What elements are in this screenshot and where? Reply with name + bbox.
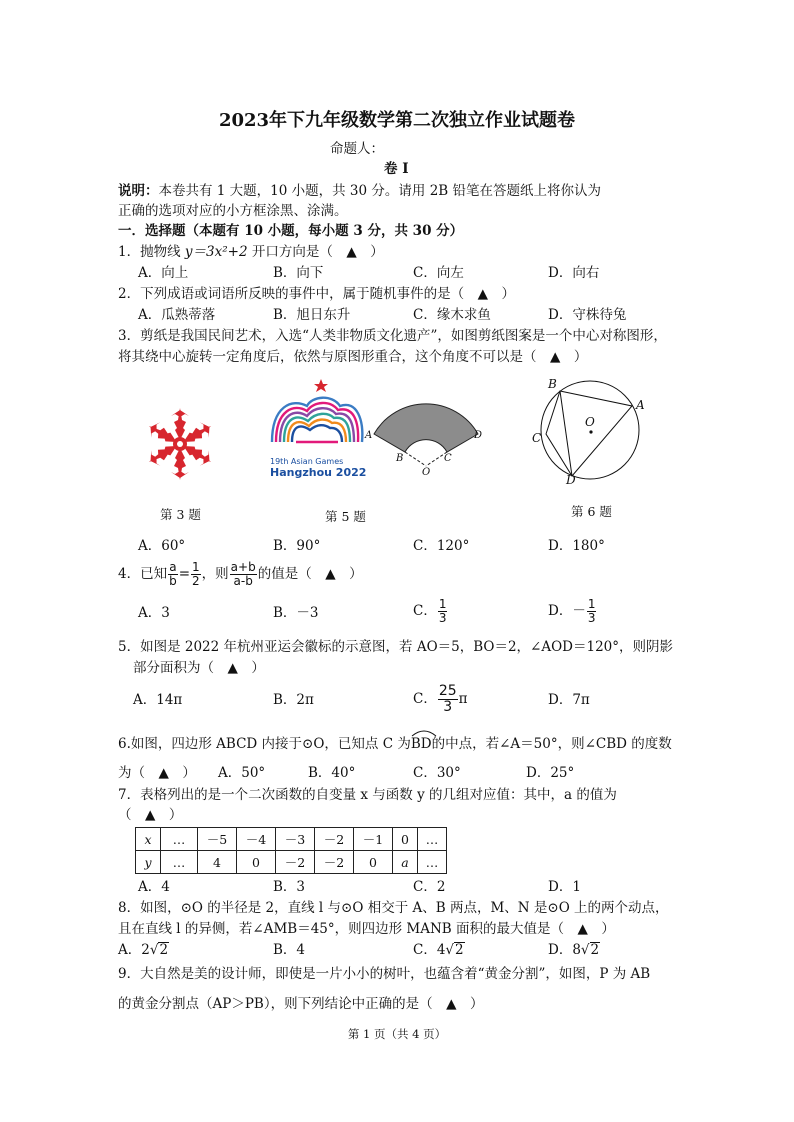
q8-option-a: A．2√2: [118, 942, 169, 958]
q4-given-den: b: [169, 574, 177, 588]
q8-stem-2: 且在直线 l 的异侧，若∠AMB＝45°，则四边形 MANB 面积的最大值是（ ▲ ）: [118, 921, 615, 937]
q1-stem: [118, 243, 384, 261]
q4-given-fraction: [168, 561, 178, 588]
table-cell: －2: [315, 828, 354, 851]
q1-option-c: C．向左: [413, 265, 464, 281]
table-cell: …: [418, 828, 447, 851]
fig5-label-b: B: [396, 453, 404, 464]
q7-option-a: A．4: [138, 879, 170, 895]
table-cell: x: [136, 828, 161, 851]
author-line: 命题人：: [330, 141, 384, 157]
q5-option-c-label: C．: [413, 691, 437, 707]
q6-stem-1b: 的中点，若∠A＝50°，则∠CBD 的度数: [431, 736, 672, 752]
section-heading: 一．选择题（本题有 10 小题，每小题 3 分，共 30 分）: [118, 223, 464, 239]
q3-option-b: B．90°: [273, 538, 321, 554]
q6-option-d: D．25°: [526, 765, 575, 781]
q1-formula: y＝3x²+2: [184, 244, 248, 260]
q4-option-d-fraction: [587, 598, 597, 625]
q2-option-c: C．缘木求鱼: [413, 307, 491, 323]
q4-stem-c: 的值是（ ▲ ）: [257, 566, 363, 582]
q1-option-b: B．向下: [273, 265, 324, 281]
q3-stem-1: 3．剪纸是我国民间艺术，入选“人类非物质文化遗产”，如图剪纸图案是一个中心对称图形，: [118, 328, 667, 344]
inscribed-quadrilateral-figure: [528, 374, 654, 486]
table-cell: y: [136, 851, 161, 874]
q2-option-b: B．旭日东升: [273, 307, 351, 323]
q5-option-c-fraction: [438, 684, 458, 715]
table-cell: －5: [198, 828, 237, 851]
q4-stem-b: ，则: [201, 566, 229, 582]
q8-option-b: B．4: [273, 942, 306, 958]
q6-option-a: A．50°: [218, 765, 266, 781]
fig6-label-b: B: [548, 377, 557, 391]
q4-half-fraction: [191, 561, 201, 588]
q4-half-den: 2: [192, 574, 200, 588]
q6-stem-1: [118, 735, 672, 753]
q5-option-c-pi: π: [458, 691, 468, 707]
q6-stem-2: 为（ ▲ ）: [118, 765, 196, 781]
q1-stem-b: 开口方向是（ ▲ ）: [247, 244, 384, 260]
q5-option-d: D．7π: [548, 692, 590, 708]
table-cell: …: [418, 851, 447, 874]
q4-option-c-label: C．: [413, 603, 437, 619]
fan-sector-figure: [364, 400, 488, 478]
q3-option-c: C．120°: [413, 538, 470, 554]
fig5-label-c: C: [444, 453, 452, 464]
q8-option-d: D．8√2: [548, 942, 600, 958]
table-cell: －1: [354, 828, 393, 851]
note-text-1: 本卷共有 1 大题，10 小题，共 30 分。请用 2B 铅笔在答题纸上将你认为: [158, 183, 601, 199]
q3-option-a: A．60°: [138, 538, 186, 554]
table-row: [136, 828, 447, 851]
asian-games-logo-figure: [262, 376, 372, 480]
table-cell: －4: [237, 828, 276, 851]
q8-option-d-radicand: 2: [590, 942, 600, 958]
table-cell: －2: [276, 851, 315, 874]
q4-option-c-num: 1: [438, 597, 447, 611]
logo-line-2: Hangzhou 2022: [270, 466, 367, 479]
q4-stem-a: 4．已知: [118, 566, 168, 582]
q7-value-table: [135, 827, 447, 874]
fig6-label-d: D: [566, 473, 576, 486]
fig5-label-o: O: [422, 467, 431, 478]
note-label: 说明：: [118, 183, 159, 199]
table-cell: 0: [354, 851, 393, 874]
table-cell: …: [161, 851, 198, 874]
q4-option-a: A．3: [138, 605, 170, 621]
q5-stem-1: 5．如图是 2022 年杭州亚运会徽标的示意图，若 AO＝5，BO＝2，∠AOD＝120°，则阴影: [118, 639, 674, 655]
q8-option-d-label: D．8: [548, 942, 581, 958]
q4-expr-den: a-b: [233, 574, 253, 588]
fig5-caption: 第 5 题: [325, 509, 366, 524]
q5-option-c: [413, 682, 468, 716]
note-line-1: [118, 182, 601, 200]
q1-option-d: D．向右: [548, 265, 600, 281]
q5-option-b: B．2π: [273, 692, 314, 708]
q2-stem: 2．下列成语或词语所反映的事件中，属于随机事件的是（ ▲ ）: [118, 286, 515, 302]
q2-option-a: A．瓜熟蒂落: [138, 307, 216, 323]
q8-option-c: C．4√2: [413, 942, 464, 958]
q7-stem-2: （ ▲ ）: [118, 807, 183, 823]
q3-stem-2: 将其绕中心旋转一定角度后，依然与原图形重合，这个角度不可以是（ ▲ ）: [118, 349, 588, 365]
table-cell: …: [161, 828, 198, 851]
q8-option-c-radicand: 2: [455, 942, 464, 958]
note-line-2: 正确的选项对应的小方框涂黑、涂满。: [118, 203, 348, 219]
q6-arc-text: BD: [410, 736, 432, 752]
q7-option-b: B．3: [273, 879, 306, 895]
q8-option-a-radicand: 2: [159, 942, 169, 958]
q6-option-b: B．40°: [308, 765, 356, 781]
q9-stem-1: 9．大自然是美的设计师，即使是一片小小的树叶，也蕴含着“黄金分割”，如图，P 为 AB: [118, 966, 651, 982]
q7-option-c: C．2: [413, 879, 446, 895]
q8-stem-1: 8．如图，⊙O 的半径是 2，直线 l 与⊙O 相交于 A、B 两点，M、N 是⊙O 上的两个动点，: [118, 900, 669, 916]
paper-cut-snowflake-figure: [138, 402, 222, 486]
fig6-label-c: C: [532, 431, 542, 445]
table-row: [136, 851, 447, 874]
q4-option-c: [413, 596, 448, 626]
q5-option-a: A．14π: [133, 692, 183, 708]
q4-equals: =: [178, 566, 191, 582]
q6-stem-1a: 6.如图，四边形 ABCD 内接于⊙O，已知点 C 为: [118, 736, 411, 752]
q4-given-num: a: [169, 560, 177, 574]
q4-option-d: [548, 596, 597, 626]
q4-option-d-num: 1: [587, 597, 596, 611]
q4-option-c-fraction: [438, 598, 448, 625]
q4-expr-num: a+b: [230, 560, 256, 574]
q7-option-d: D．1: [548, 879, 581, 895]
page-title: 2023年下九年级数学第二次独立作业试题卷: [218, 110, 576, 131]
q8-option-a-label: A．2: [118, 942, 150, 958]
table-cell: －3: [276, 828, 315, 851]
q4-option-d-den: 3: [587, 611, 596, 625]
q3-option-d: D．180°: [548, 538, 605, 554]
q6-arc-bd: [411, 735, 432, 753]
q4-half-num: 1: [192, 560, 200, 574]
q4-stem: [118, 560, 363, 588]
q5-option-c-den: 3: [443, 699, 453, 715]
volume-label: 卷 I: [384, 161, 409, 177]
table-cell: a: [393, 851, 418, 874]
table-cell: 4: [198, 851, 237, 874]
q1-option-a: A．向上: [138, 265, 189, 281]
q4-option-d-label: D．－: [548, 603, 586, 619]
q6-option-c: C．30°: [413, 765, 461, 781]
table-cell: －2: [315, 851, 354, 874]
q4-expr-fraction: [230, 561, 257, 588]
fig6-label-o: O: [585, 415, 595, 429]
fig6-caption: 第 6 题: [571, 504, 612, 519]
fig3-caption: 第 3 题: [160, 507, 201, 522]
q9-stem-2: 的黄金分割点（AP＞PB），则下列结论中正确的是（ ▲ ）: [118, 996, 484, 1012]
q8-option-c-label: C．4: [413, 942, 446, 958]
fig5-label-d: D: [474, 430, 483, 441]
q7-stem-1: 7．表格列出的是一个二次函数的自变量 x 与函数 y 的几组对应值：其中，a 的值为: [118, 787, 617, 803]
q4-option-b: B．－3: [273, 605, 319, 621]
fig5-label-a: A: [365, 430, 373, 441]
q5-option-c-num: 25: [438, 683, 457, 699]
fig6-label-a: A: [636, 398, 645, 412]
q4-option-c-den: 3: [438, 611, 447, 625]
q5-stem-2: 部分面积为（ ▲ ）: [133, 660, 265, 676]
page-footer: 第 1 页（共 4 页）: [347, 1027, 447, 1041]
q2-option-d: D．守株待兔: [548, 307, 627, 323]
logo-line-1: 19th Asian Games: [270, 457, 344, 466]
arc-mark-icon: [411, 729, 437, 737]
table-cell: 0: [393, 828, 418, 851]
q1-stem-a: 1．抛物线: [118, 244, 185, 260]
table-cell: 0: [237, 851, 276, 874]
